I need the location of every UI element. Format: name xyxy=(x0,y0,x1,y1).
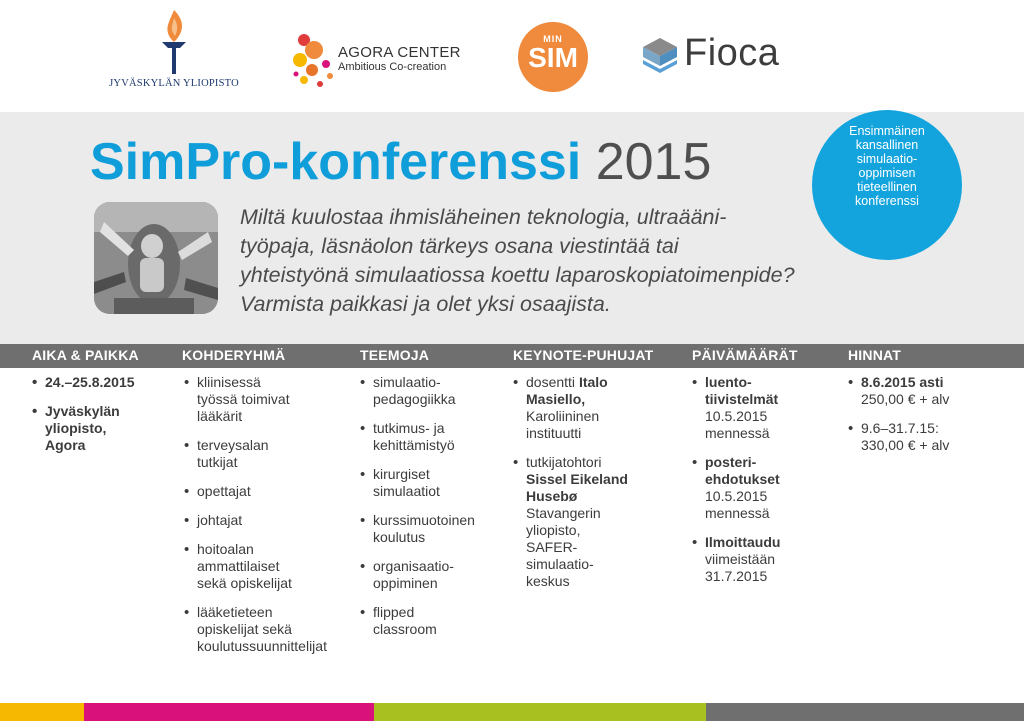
header-paivamaarat: PÄIVÄMÄÄRÄT xyxy=(692,347,798,363)
jyu-logo-text: JYVÄSKYLÄN YLIOPISTO xyxy=(109,78,239,89)
intro-line: Varmista paikkasi ja olet yksi osaajista. xyxy=(240,292,611,316)
intro-line: yhteistyönä simulaatiossa koettu laparoskopiatoimenpide? xyxy=(240,263,795,287)
badge-line: konferenssi xyxy=(855,194,919,208)
minsim-top: MIN xyxy=(543,34,563,44)
title-main: SimPro-konferenssi xyxy=(90,133,582,191)
color-strip-magenta xyxy=(84,703,374,721)
list-item: • luento- tiivistelmät 10.5.2015 mennessä xyxy=(690,374,840,442)
list-item: • kirurgiset simulaatiot xyxy=(358,466,508,500)
badge-line: tieteellinen xyxy=(857,180,917,194)
fioca-logo xyxy=(640,30,810,80)
list-item: • tutkijatohtori Sissel Eikeland Husebø Stavangerin yliopisto, SAFER- simulaatio- keskus xyxy=(511,454,681,590)
badge-line: oppimisen xyxy=(858,166,916,180)
list-item: • 24.–25.8.2015 xyxy=(30,374,170,391)
list-item: • tutkimus- ja kehittämistyö xyxy=(358,420,508,454)
list-item: • lääketieteen opiskelijat sekä koulutussuunnittelijat xyxy=(182,604,352,655)
header-hinnat: HINNAT xyxy=(848,347,902,363)
title-year: 2015 xyxy=(595,133,712,191)
color-strip-grey xyxy=(706,703,1024,721)
list-item: • Ilmoittaudu viimeistään 31.7.2015 xyxy=(690,534,840,585)
agora-center-logo xyxy=(290,30,470,94)
badge-line: simulaatio- xyxy=(856,152,918,166)
column-aika-paikka xyxy=(30,374,170,466)
simulation-photo xyxy=(94,202,218,314)
column-hinnat xyxy=(846,374,1016,466)
column-kohderyhma xyxy=(182,374,352,667)
jyu-logo xyxy=(104,8,244,98)
list-item: • 9.6–31.7.15: 330,00 € + alv xyxy=(846,420,1016,454)
header-teemoja: TEEMOJA xyxy=(360,347,430,363)
intro-text xyxy=(240,203,860,319)
intro-line: työpaja, läsnäolon tärkeys osana viestintää tai xyxy=(240,234,679,258)
list-item: • johtajat xyxy=(182,512,352,529)
badge-line: Ensimmäinen xyxy=(849,124,925,138)
list-item: • kliinisessä työssä toimivat lääkärit xyxy=(182,374,352,425)
column-teemoja xyxy=(358,374,508,650)
column-paivamaarat xyxy=(690,374,840,597)
header-aika-paikka: AIKA & PAIKKA xyxy=(32,347,139,363)
color-strip-green xyxy=(374,703,706,721)
list-item: • dosentti Italo Masiello, Karoliininen instituutti xyxy=(511,374,681,442)
list-item: • posteri- ehdotukset 10.5.2015 mennessä xyxy=(690,454,840,522)
list-item: • opettajat xyxy=(182,483,352,500)
logo-row xyxy=(0,0,1024,110)
column-keynote xyxy=(511,374,681,602)
page-title xyxy=(90,132,711,192)
list-item: • hoitoalan ammattilaiset sekä opiskelijat xyxy=(182,541,352,592)
agora-tagline: Ambitious Co-creation xyxy=(338,61,447,73)
agora-name: AGORA CENTER xyxy=(338,44,461,61)
torch-icon xyxy=(154,8,194,76)
header-kohderyhma: KOHDERYHMÄ xyxy=(182,347,286,363)
info-header-bar xyxy=(0,344,1024,368)
color-strip-yellow xyxy=(0,703,84,721)
list-item: • kurssimuotoinen koulutus xyxy=(358,512,508,546)
minsim-main: SIM xyxy=(528,42,578,73)
cube-icon xyxy=(640,36,680,78)
list-item: • 8.6.2015 asti 250,00 € + alv xyxy=(846,374,1016,408)
badge-line: kansallinen xyxy=(855,138,919,152)
list-item: • flipped classroom xyxy=(358,604,508,638)
list-item: • simulaatio- pedagogiikka xyxy=(358,374,508,408)
minsim-logo xyxy=(518,22,588,92)
fioca-text: Fioca xyxy=(684,32,780,74)
simulation-photo-image xyxy=(94,202,218,314)
intro-line: Miltä kuulostaa ihmisläheinen teknologia, ultraääni- xyxy=(240,205,727,229)
list-item: • Jyväskylän yliopisto, Agora xyxy=(30,403,170,454)
header-keynote: KEYNOTE-PUHUJAT xyxy=(513,347,654,363)
list-item: • organisaatio- oppiminen xyxy=(358,558,508,592)
list-item: • terveysalan tutkijat xyxy=(182,437,352,471)
